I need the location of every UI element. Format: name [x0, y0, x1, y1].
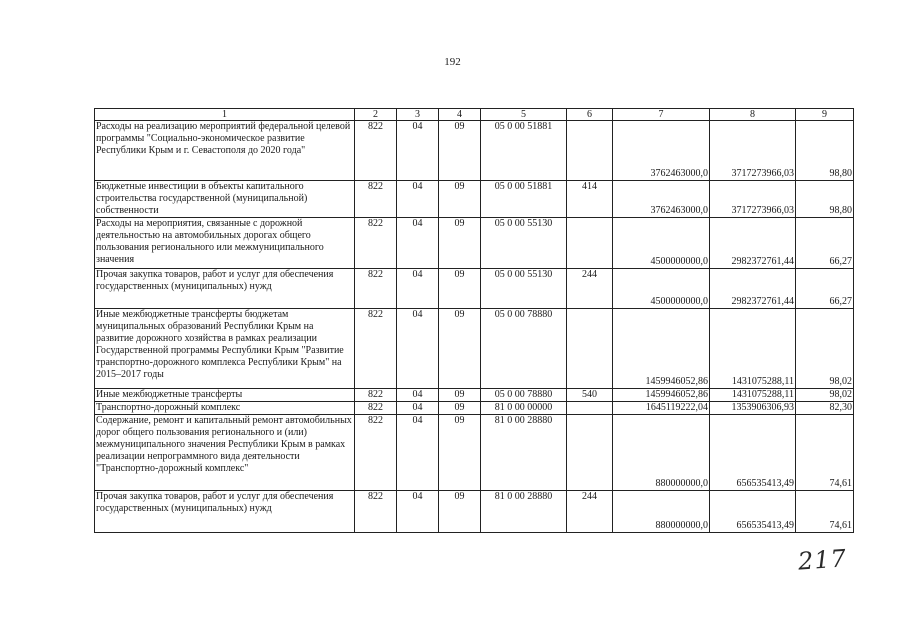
column-header: 1 — [95, 109, 355, 121]
table-row — [95, 402, 854, 415]
row-name: Иные межбюджетные трансферты бюджетам муниципальных образований Республики Крым на развитие дорожного хозяйства в рамках реализации Государственной программы Республики Крым "Развитие транспортно-дорожного комплекса Республики Крым" на 2015–2017 годы — [95, 309, 355, 389]
table-row — [95, 491, 854, 533]
column-header: 2 — [355, 109, 397, 121]
row-target-article: 81 0 00 28880 — [481, 491, 567, 533]
table-row — [95, 269, 854, 309]
row-target-article: 81 0 00 28880 — [481, 415, 567, 491]
row-ministry-code: 822 — [355, 415, 397, 491]
row-subsection-code: 09 — [439, 121, 481, 181]
row-expense-type: 244 — [567, 269, 613, 309]
row-ministry-code: 822 — [355, 269, 397, 309]
row-planned-amount: 880000000,0 — [613, 491, 710, 533]
row-target-article: 05 0 00 55130 — [481, 269, 567, 309]
budget-table — [94, 108, 854, 533]
row-ministry-code: 822 — [355, 218, 397, 269]
row-planned-amount: 3762463000,0 — [613, 181, 710, 218]
row-percent: 74,61 — [796, 491, 854, 533]
row-subsection-code: 09 — [439, 309, 481, 389]
row-name: Расходы на мероприятия, связанные с дорожной деятельностью на автомобильных дорогах общего пользования регионального или межмуниципального значения — [95, 218, 355, 269]
row-ministry-code: 822 — [355, 121, 397, 181]
row-section-code: 04 — [397, 218, 439, 269]
row-expense-type: 540 — [567, 389, 613, 402]
row-executed-amount: 2982372761,44 — [710, 269, 796, 309]
row-target-article: 05 0 00 78880 — [481, 309, 567, 389]
row-executed-amount: 656535413,49 — [710, 491, 796, 533]
row-expense-type: 414 — [567, 181, 613, 218]
row-executed-amount: 1353906306,93 — [710, 402, 796, 415]
row-subsection-code: 09 — [439, 415, 481, 491]
row-expense-type — [567, 415, 613, 491]
row-percent: 98,02 — [796, 389, 854, 402]
row-name: Содержание, ремонт и капитальный ремонт автомобильных дорог общего пользования регионального и (или) межмуниципального значения Республики Крым в рамках реализации непрограммного вида деятельности "Транспортно-дорожный комплекс" — [95, 415, 355, 491]
row-expense-type — [567, 121, 613, 181]
row-expense-type — [567, 309, 613, 389]
row-planned-amount: 4500000000,0 — [613, 269, 710, 309]
row-percent: 98,80 — [796, 181, 854, 218]
row-percent: 98,80 — [796, 121, 854, 181]
row-ministry-code: 822 — [355, 309, 397, 389]
column-header: 4 — [439, 109, 481, 121]
row-executed-amount: 656535413,49 — [710, 415, 796, 491]
row-subsection-code: 09 — [439, 218, 481, 269]
row-expense-type — [567, 218, 613, 269]
row-target-article: 81 0 00 00000 — [481, 402, 567, 415]
row-percent: 66,27 — [796, 218, 854, 269]
table-row — [95, 218, 854, 269]
row-percent: 98,02 — [796, 309, 854, 389]
row-planned-amount: 880000000,0 — [613, 415, 710, 491]
row-executed-amount: 3717273966,03 — [710, 181, 796, 218]
row-target-article: 05 0 00 51881 — [481, 181, 567, 218]
row-subsection-code: 09 — [439, 491, 481, 533]
row-name: Прочая закупка товаров, работ и услуг для обеспечения государственных (муниципальных) нужд — [95, 491, 355, 533]
header-row — [95, 109, 854, 121]
row-expense-type — [567, 402, 613, 415]
column-header: 6 — [567, 109, 613, 121]
row-section-code: 04 — [397, 269, 439, 309]
row-percent: 82,30 — [796, 402, 854, 415]
row-section-code: 04 — [397, 309, 439, 389]
handwritten-sheet-number: 217 — [797, 544, 848, 576]
row-subsection-code: 09 — [439, 389, 481, 402]
row-section-code: 04 — [397, 415, 439, 491]
column-header: 7 — [613, 109, 710, 121]
row-expense-type: 244 — [567, 491, 613, 533]
row-target-article: 05 0 00 55130 — [481, 218, 567, 269]
row-ministry-code: 822 — [355, 491, 397, 533]
row-name: Прочая закупка товаров, работ и услуг для обеспечения государственных (муниципальных) нужд — [95, 269, 355, 309]
row-executed-amount: 2982372761,44 — [710, 218, 796, 269]
row-planned-amount: 1645119222,04 — [613, 402, 710, 415]
row-section-code: 04 — [397, 181, 439, 218]
row-planned-amount: 3762463000,0 — [613, 121, 710, 181]
row-target-article: 05 0 00 78880 — [481, 389, 567, 402]
row-subsection-code: 09 — [439, 402, 481, 415]
table-row — [95, 415, 854, 491]
column-header: 5 — [481, 109, 567, 121]
column-header: 8 — [710, 109, 796, 121]
row-planned-amount: 4500000000,0 — [613, 218, 710, 269]
row-name: Иные межбюджетные трансферты — [95, 389, 355, 402]
row-ministry-code: 822 — [355, 181, 397, 218]
row-executed-amount: 3717273966,03 — [710, 121, 796, 181]
row-ministry-code: 822 — [355, 389, 397, 402]
row-section-code: 04 — [397, 402, 439, 415]
row-ministry-code: 822 — [355, 402, 397, 415]
column-header: 3 — [397, 109, 439, 121]
row-percent: 74,61 — [796, 415, 854, 491]
table-row — [95, 121, 854, 181]
row-planned-amount: 1459946052,86 — [613, 389, 710, 402]
row-subsection-code: 09 — [439, 269, 481, 309]
row-name: Транспортно-дорожный комплекс — [95, 402, 355, 415]
row-subsection-code: 09 — [439, 181, 481, 218]
row-target-article: 05 0 00 51881 — [481, 121, 567, 181]
row-section-code: 04 — [397, 491, 439, 533]
column-header: 9 — [796, 109, 854, 121]
table-row — [95, 181, 854, 218]
table-row — [95, 309, 854, 389]
row-section-code: 04 — [397, 121, 439, 181]
page-number: 192 — [444, 56, 461, 68]
row-name: Бюджетные инвестиции в объекты капитального строительства государственной (муниципальной) собственности — [95, 181, 355, 218]
table-row — [95, 389, 854, 402]
row-planned-amount: 1459946052,86 — [613, 309, 710, 389]
row-executed-amount: 1431075288,11 — [710, 309, 796, 389]
row-name: Расходы на реализацию мероприятий федеральной целевой программы "Социально-экономическое развитие Республики Крым и г. Севастополя до 2020 года" — [95, 121, 355, 181]
row-executed-amount: 1431075288,11 — [710, 389, 796, 402]
row-section-code: 04 — [397, 389, 439, 402]
row-percent: 66,27 — [796, 269, 854, 309]
